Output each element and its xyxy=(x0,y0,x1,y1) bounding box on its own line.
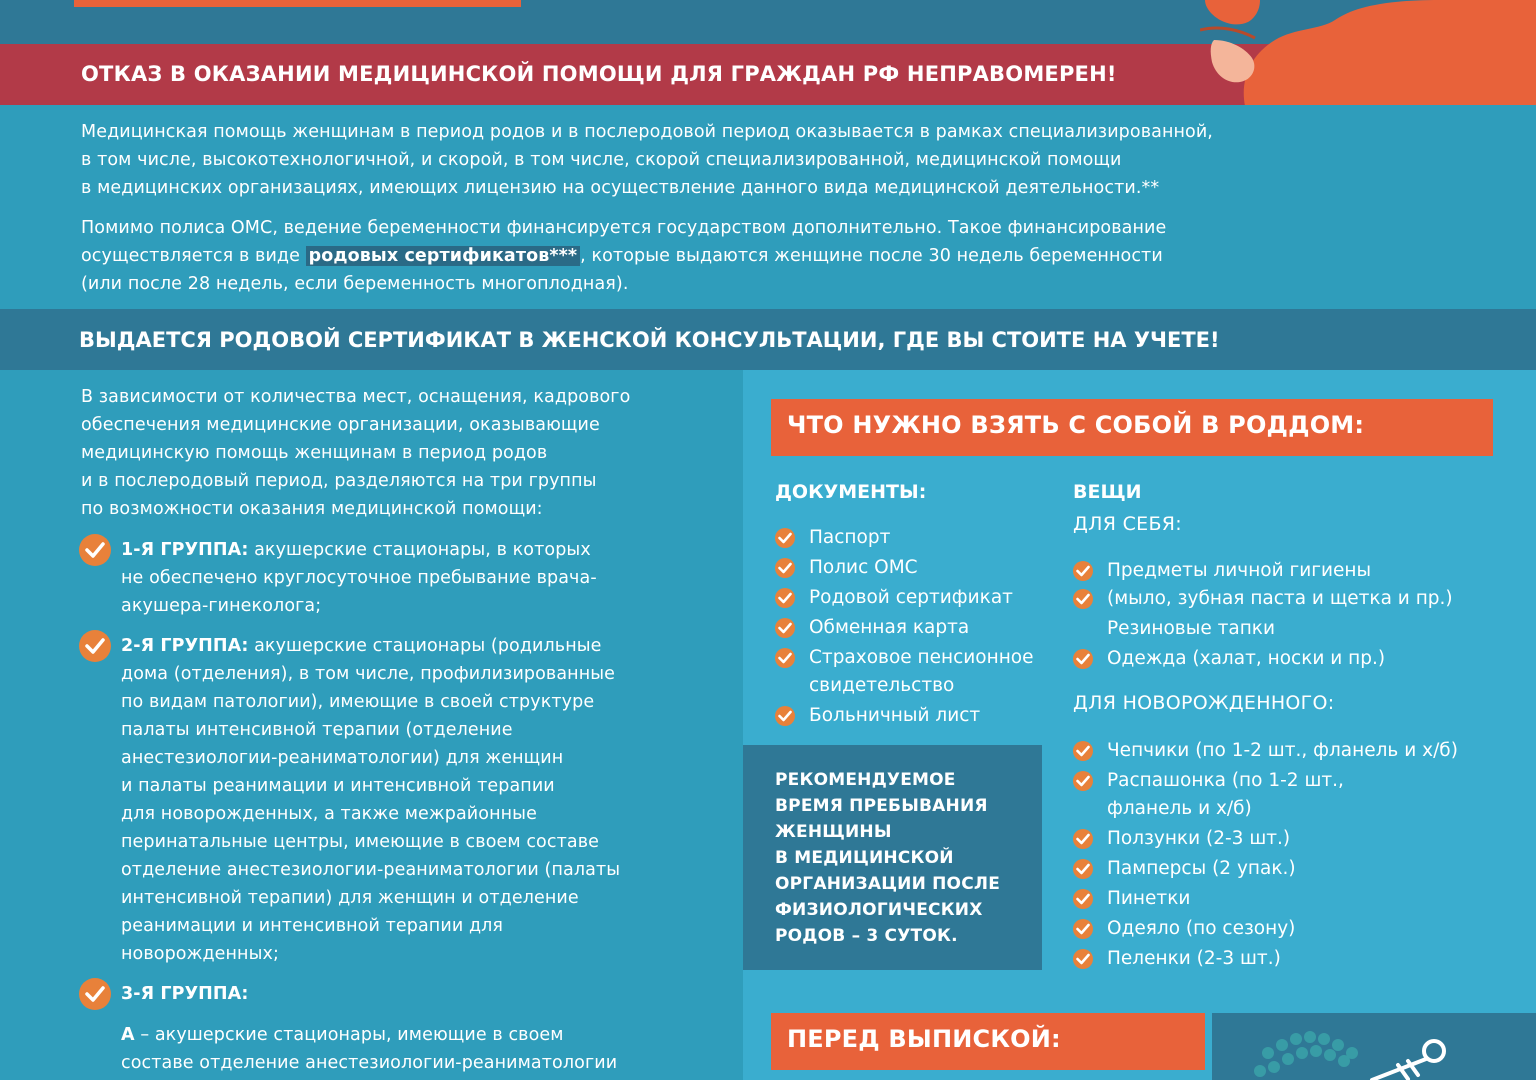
check-icon xyxy=(1073,589,1093,609)
groups-intro-line: по возможности оказания медицинской помощи: xyxy=(81,499,543,519)
group-2-text: акушерские стационары (родильные xyxy=(248,636,602,656)
groups-intro-line: медицинскую помощь женщинам в период родов xyxy=(81,443,548,463)
certificate-banner xyxy=(0,309,1536,370)
group-2-line: отделение анестезиологии-реаниматологии (палаты xyxy=(121,860,621,880)
intro-paragraph-1 xyxy=(81,118,1213,202)
check-icon xyxy=(1073,649,1093,669)
group-3a xyxy=(121,1021,617,1077)
group-3a-label: А xyxy=(121,1025,135,1045)
group-2-line: перинатальные центры, имеющие в своем составе xyxy=(121,832,599,852)
check-icon xyxy=(775,588,795,608)
check-icon xyxy=(1073,859,1093,879)
before-discharge-title: ПЕРЕД ВЫПИСКОЙ: xyxy=(787,1025,1061,1053)
refusal-banner-title: ОТКАЗ В ОКАЗАНИИ МЕДИЦИНСКОЙ ПОМОЩИ ДЛЯ ГРАЖДАН РФ НЕПРАВОМЕРЕН! xyxy=(81,62,1117,86)
groups-intro xyxy=(81,383,630,523)
group-1-line: не обеспечено круглосуточное пребывание врача- xyxy=(121,568,597,588)
group-2-line: новорожденных; xyxy=(121,944,279,964)
groups-intro-line: В зависимости от количества мест, оснащения, кадрового xyxy=(81,387,631,407)
certificate-banner-title: ВЫДАЕТСЯ РОДОВОЙ СЕРТИФИКАТ В ЖЕНСКОЙ КОНСУЛЬТАЦИИ, ГДЕ ВЫ СТОИТЕ НА УЧЕТЕ! xyxy=(79,328,1220,352)
group-1-label: 1-Я ГРУППА: xyxy=(121,540,249,560)
check-icon xyxy=(1073,829,1093,849)
recommended-stay-box xyxy=(743,745,1042,970)
intro-section xyxy=(0,105,1536,308)
check-icon xyxy=(1073,949,1093,969)
check-icon xyxy=(1073,919,1093,939)
group-2-line: и палаты реанимации и интенсивной терапии xyxy=(121,776,555,796)
what-to-take-header xyxy=(771,399,1493,456)
group-2-label: 2-Я ГРУППА: xyxy=(121,636,249,656)
intro-p2-text: , которые выдаются женщине после 30 недель беременности xyxy=(580,246,1163,266)
group-2-line: палаты интенсивной терапии (отделение xyxy=(121,720,513,740)
intro-p1-line: в медицинских организациях, имеющих лицензию на осуществление данного вида медицинской деятельности.** xyxy=(81,178,1160,198)
group-1 xyxy=(121,536,597,620)
syringe-illustration xyxy=(1212,1013,1536,1080)
for-newborn-heading: ДЛЯ НОВОРОЖДЕННОГО: xyxy=(1073,692,1335,714)
groups-intro-line: и в послеродовый период, разделяются на три группы xyxy=(81,471,597,491)
check-icon xyxy=(775,558,795,578)
group-2-line: анестезиологии-реаниматологии) для женщин xyxy=(121,748,564,768)
group-2 xyxy=(121,632,620,968)
check-icon xyxy=(775,648,795,668)
check-icon xyxy=(1073,889,1093,909)
pregnant-woman-illustration xyxy=(1200,0,1536,106)
group-2-line: дома (отделения), в том числе, профилизированные xyxy=(121,664,616,684)
group-3-label: 3-Я ГРУППА: xyxy=(121,984,249,1004)
documents-heading: ДОКУМЕНТЫ: xyxy=(775,481,927,503)
intro-paragraph-2 xyxy=(81,214,1166,298)
check-icon xyxy=(79,534,111,566)
what-to-take-title: ЧТО НУЖНО ВЗЯТЬ С СОБОЙ В РОДДОМ: xyxy=(787,411,1365,439)
right-column: ЧТО НУЖНО ВЗЯТЬ С СОБОЙ В РОДДОМ: ДОКУМЕНТЫ: Паспорт Полис ОМС Родовой сертификат Обменная карта Страховое пенсионное свидетельство Больничный лист ВЕЩИ ДЛЯ СЕБЯ: Предметы личной гигиены (мыло, зубная паста и щетка и пр.) Резиновые тапки Одежда (халат, носки и пр.) ДЛЯ НОВОРОЖДЕННОГО: Чепчики (по 1-2 шт., фланель и х/б) Распашонка (по 1-2 шт., фланель и х/б) Ползунки (2-3 шт.) Памперсы (2 упак.) Пинетки Одеяло (по сезону) Пеленки (2-3 шт.) РЕКОМЕНДУЕМОЕ ВРЕМЯ ПРЕБЫВАНИЯ ЖЕНЩИНЫ В МЕДИЦИНСКОЙ ОРГАНИЗАЦИИ ПОСЛЕ ФИЗИОЛОГИЧЕСКИХ РОДОВ – 3 СУТОК. ПЕРЕД ВЫПИСКОЙ: xyxy=(743,370,1536,1080)
intro-p2-line xyxy=(81,242,1166,270)
group-3 xyxy=(121,980,248,1008)
check-icon xyxy=(775,528,795,548)
check-icon xyxy=(1073,561,1093,581)
check-icon xyxy=(1073,771,1093,791)
group-1-text: акушерские стационары, в которых xyxy=(248,540,591,560)
groups-intro-line: обеспечения медицинские организации, оказывающие xyxy=(81,415,600,435)
intro-p2-line: (или после 28 недель, если беременность многоплодная). xyxy=(81,274,629,294)
left-column xyxy=(0,370,743,1080)
intro-p2-line: Помимо полиса ОМС, ведение беременности финансируется государством дополнительно. Такое финансирование xyxy=(81,218,1167,238)
intro-p1-line: Медицинская помощь женщинам в период родов и в послеродовой период оказывается в рамках специализированной, xyxy=(81,122,1213,142)
check-icon xyxy=(775,706,795,726)
intro-p1-line: в том числе, высокотехнологичной, и скорой, в том числе, скорой специализированной, медицинской помощи xyxy=(81,150,1122,170)
for-self-heading: ДЛЯ СЕБЯ: xyxy=(1073,513,1182,535)
group-2-line: реанимации и интенсивной терапии для xyxy=(121,916,504,936)
top-orange-tab xyxy=(74,0,521,7)
things-heading: ВЕЩИ xyxy=(1073,481,1142,503)
check-icon xyxy=(79,630,111,662)
check-icon xyxy=(79,978,111,1010)
check-icon xyxy=(775,618,795,638)
recommended-stay-text: РЕКОМЕНДУЕМОЕ ВРЕМЯ ПРЕБЫВАНИЯ ЖЕНЩИНЫ В МЕДИЦИНСКОЙ ОРГАНИЗАЦИИ ПОСЛЕ ФИЗИОЛОГИЧЕСКИХ РОДОВ – 3 СУТОК. xyxy=(775,770,1001,946)
birth-certificate-highlight: родовых сертификатов*** xyxy=(306,246,580,266)
group-2-line: интенсивной терапии) для женщин и отделение xyxy=(121,888,579,908)
group-3a-text: – акушерские стационары, имеющие в своем xyxy=(134,1025,564,1045)
check-icon xyxy=(1073,741,1093,761)
group-2-line: по видам патологии), имеющие в своей структуре xyxy=(121,692,595,712)
group-3a-line: составе отделение анестезиологии-реаниматологии xyxy=(121,1053,618,1073)
group-1-line: акушера-гинеколога; xyxy=(121,596,322,616)
intro-p2-text: осуществляется в виде xyxy=(81,246,306,266)
group-2-line: для новорожденных, а также межрайонные xyxy=(121,804,537,824)
before-discharge-header xyxy=(771,1013,1205,1070)
